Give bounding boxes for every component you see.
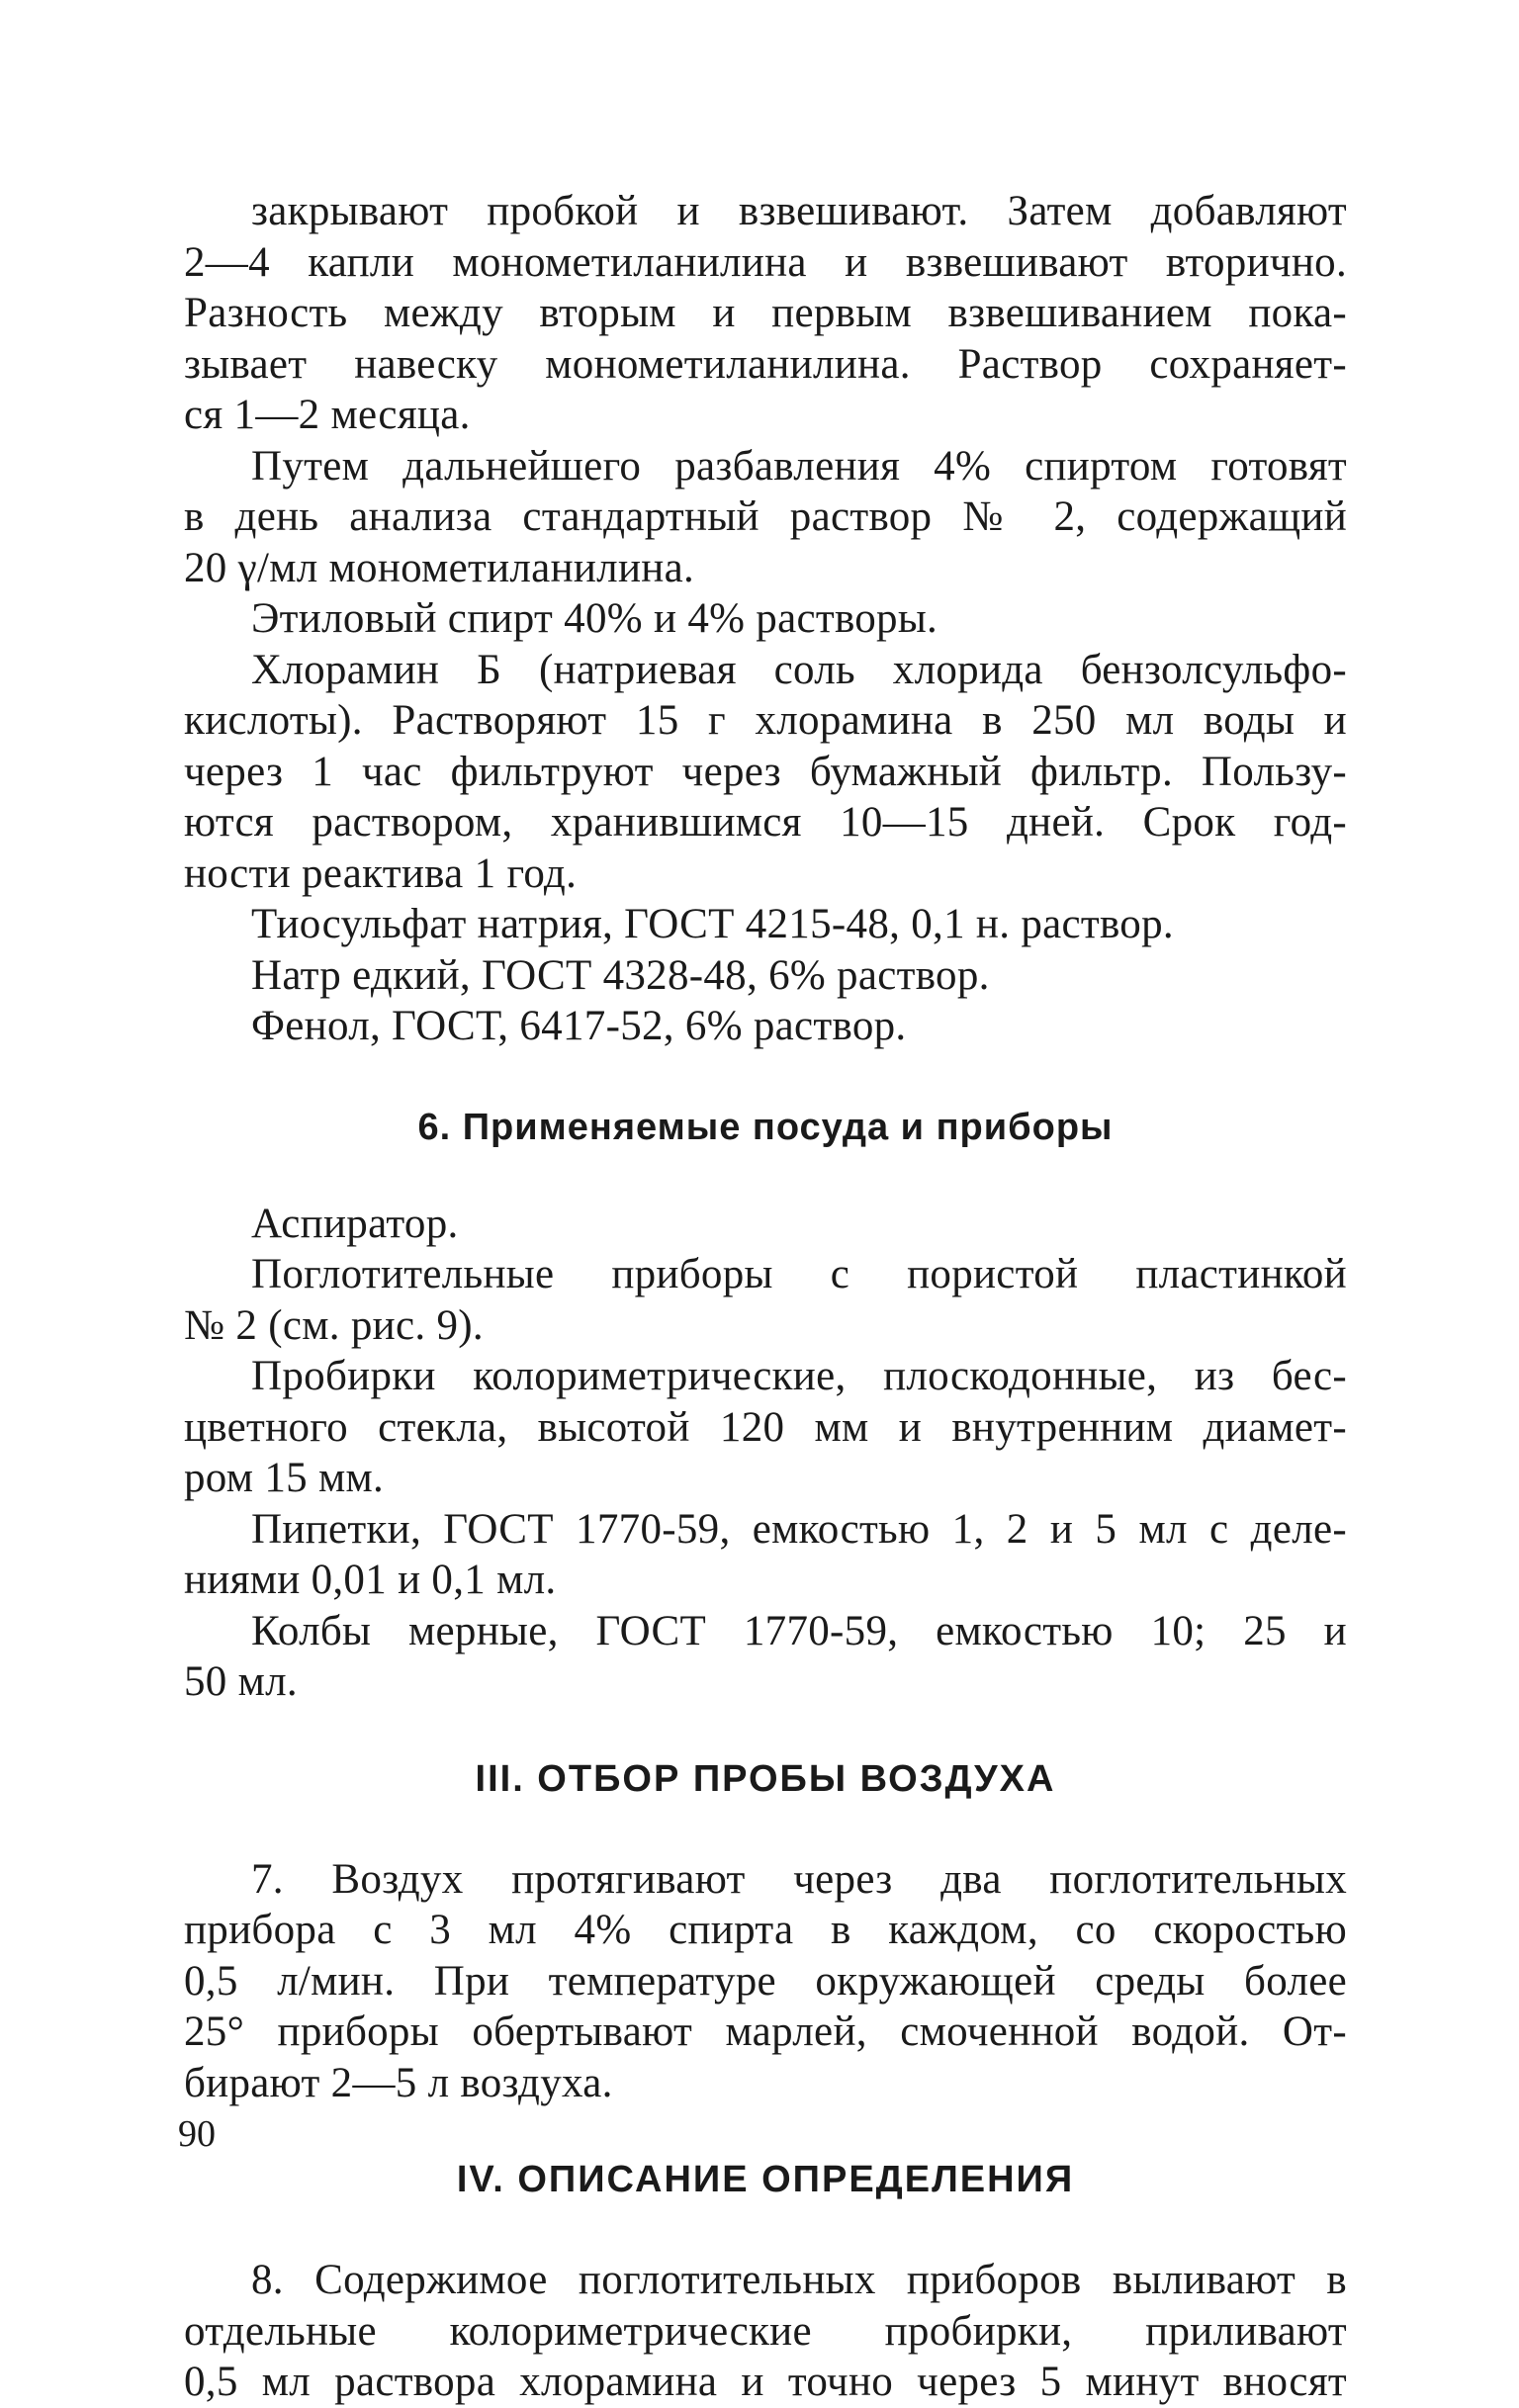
text-line: 8. Содержимое поглотительных приборов выливают в: [251, 2257, 1347, 2303]
paragraph: [184, 1504, 1347, 1606]
text-line: ются раствором, хранившимся 10—15 дней. Срок год-: [184, 799, 1347, 846]
text-line: Хлорамин Б (натриевая соль хлорида бензолсульфо-: [251, 646, 1347, 693]
text-line: Этиловый спирт 40% и 4% растворы.: [251, 595, 938, 642]
paragraph: [184, 1606, 1347, 1708]
text-line: 25° приборы обертывают марлей, смоченной водой. От-: [184, 2008, 1347, 2055]
text-line: Натр едкий, ГОСТ 4328-48, 6% раствор.: [251, 951, 990, 999]
paragraph: [184, 186, 1347, 441]
text-line: 0,5 л/мин. При температуре окружающей среды более: [184, 1957, 1347, 2005]
text-line: прибора с 3 мл 4% спирта в каждом, со скоростью: [184, 1907, 1347, 1953]
text-line: Тиосульфат натрия, ГОСТ 4215-48, 0,1 н. раствор.: [251, 901, 1174, 947]
paragraph: [184, 899, 1347, 950]
heading-section-iv: IV. ОПИСАНИЕ ОПРЕДЕЛЕНИЯ: [456, 2159, 1075, 2200]
text-line: 50 мл.: [184, 1658, 298, 1705]
text-line: бирают 2—5 л воздуха.: [184, 2059, 613, 2106]
text-line: Поглотительные приборы с пористой пластинкой: [251, 1251, 1347, 1297]
text-line: через 1 час фильтруют через бумажный фильтр. Пользу-: [184, 748, 1347, 795]
text-line: Путем дальнейшего разбавления 4% спиртом готовят: [251, 442, 1347, 490]
heading-section-iii: III. ОТБОР ПРОБЫ ВОЗДУХА: [475, 1757, 1056, 1800]
text-line: ниями 0,01 и 0,1 мл.: [184, 1557, 557, 1603]
text-line: Пипетки, ГОСТ 1770-59, емкостью 1, 2 и 5 мл с деле-: [251, 1505, 1347, 1553]
section-air-sampling: [184, 1854, 1347, 2109]
section-equipment: [184, 1199, 1347, 1708]
text-line: ности реактива 1 год.: [184, 849, 578, 897]
text-line: зывает навеску монометиланилина. Раствор сохраняет-: [184, 340, 1347, 388]
text-line: кислоты). Растворяют 15 г хлорамина в 250 мл воды и: [184, 697, 1347, 744]
text-line: Фенол, ГОСТ, 6417-52, 6% раствор.: [251, 1003, 907, 1049]
text-line: отдельные колориметрические пробирки, приливают: [184, 2307, 1347, 2355]
paragraph: [184, 950, 1347, 1002]
paragraph: [184, 1351, 1347, 1504]
text-line: Колбы мерные, ГОСТ 1770-59, емкостью 10; 25 и: [251, 1607, 1347, 1654]
paragraph: [184, 1199, 1347, 1250]
text-line: Пробирки колориметрические, плоскодонные, из бес-: [251, 1353, 1347, 1399]
section-reagents-continued: [184, 186, 1347, 1052]
section-determination: [184, 2255, 1347, 2408]
paragraph: [184, 441, 1347, 594]
text-line: цветного стекла, высотой 120 мм и внутренним диамет-: [184, 1403, 1347, 1451]
paragraph: [184, 1854, 1347, 2109]
paragraph: [184, 1001, 1347, 1052]
paragraph: [184, 1249, 1347, 1351]
text-line: ром 15 мм.: [184, 1455, 385, 1501]
text-line: 7. Воздух протягивают через два поглотительных: [251, 1855, 1347, 1903]
text-line: Разность между вторым и первым взвешиванием пока-: [184, 290, 1347, 336]
paragraph: [184, 2255, 1347, 2408]
text-line: 2—4 капли монометиланилина и взвешивают вторично.: [184, 238, 1347, 286]
text-line: 0,5 мл раствора хлорамина и точно через 5 минут вносят: [184, 2359, 1347, 2405]
text-line: закрывают пробкой и взвешивают. Затем добавляют: [251, 188, 1347, 234]
heading-section-6: 6. Применяемые посуда и приборы: [417, 1106, 1114, 1148]
text-line: Аспиратор.: [251, 1200, 459, 1247]
page-number: 90: [178, 2113, 216, 2155]
text-line: 20 γ/мл монометиланилина.: [184, 544, 695, 591]
text-line: в день анализа стандартный раствор № 2, содержащий: [184, 493, 1347, 540]
document-page: [184, 186, 1347, 2408]
text-line: ся 1—2 месяца.: [184, 392, 471, 438]
text-line: № 2 (см. рис. 9).: [184, 1301, 484, 1349]
paragraph: [184, 645, 1347, 900]
paragraph: [184, 593, 1347, 645]
